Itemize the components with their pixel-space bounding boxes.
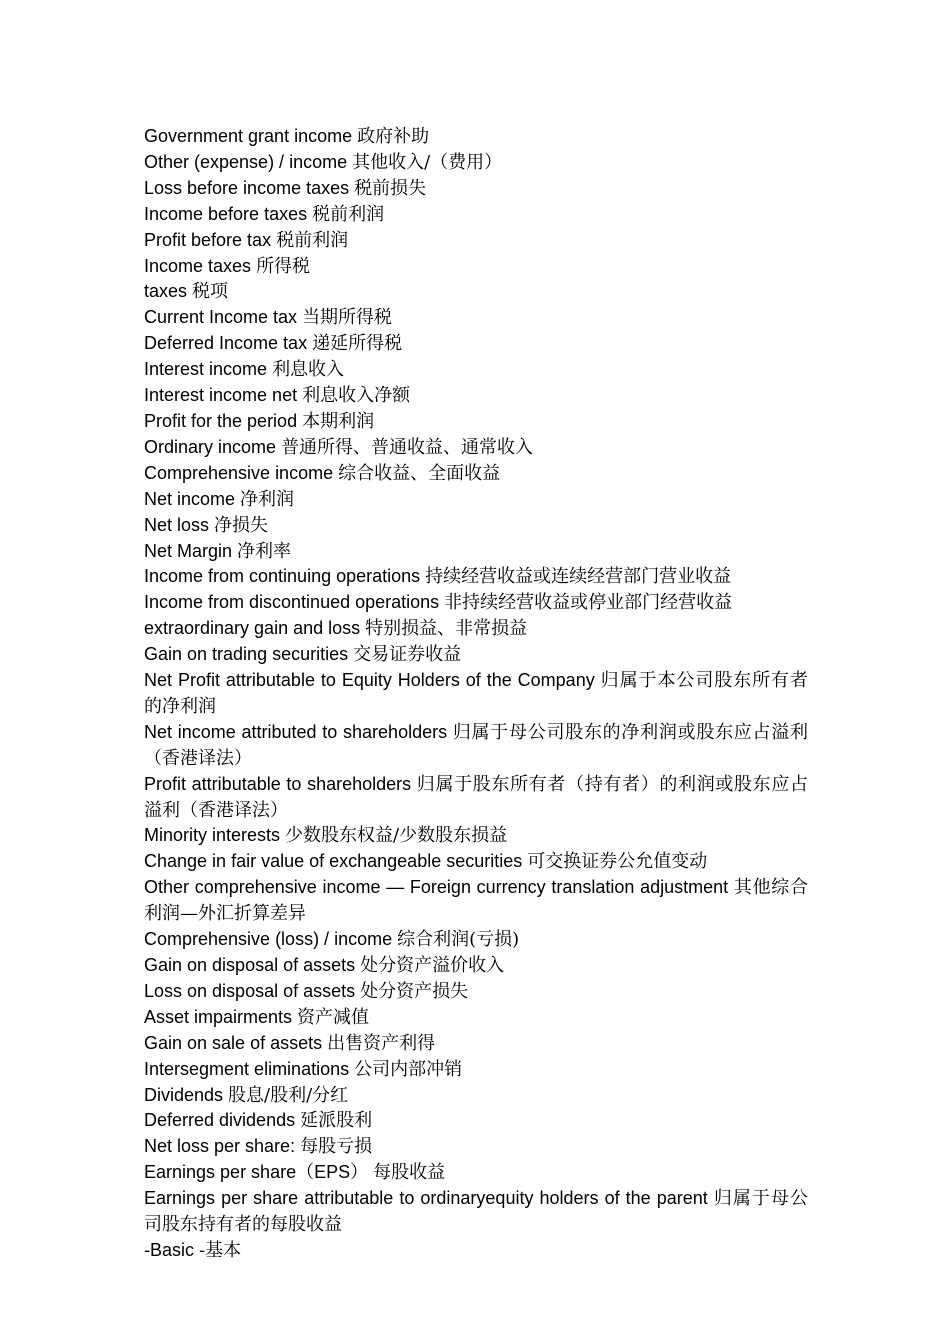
entry-english: Profit attributable to shareholders: [144, 773, 417, 794]
glossary-entry: [144, 1005, 808, 1031]
glossary-entry: [144, 668, 808, 720]
entry-english: Earnings per share attributable to ordinaryequity holders of the parent: [144, 1188, 714, 1209]
entry-chinese: 净利润: [240, 488, 295, 510]
entry-chinese: 公司内部冲销: [354, 1058, 463, 1080]
entry-chinese: 综合收益、全面收益: [338, 462, 501, 484]
entry-chinese: 税前利润: [312, 203, 385, 225]
entry-english: Profit before tax: [144, 229, 277, 250]
entry-chinese: 特别损益、非常损益: [365, 618, 528, 640]
glossary-entry: [144, 228, 808, 254]
entry-english: Earnings per share（EPS）: [144, 1162, 374, 1183]
entry-chinese: 政府补助: [357, 126, 430, 147]
glossary-entry: [144, 616, 808, 642]
entry-english: Income before taxes: [144, 203, 313, 224]
entry-english: Intersegment eliminations: [144, 1058, 355, 1079]
glossary-entry: [144, 927, 808, 953]
entry-english: extraordinary gain and loss: [144, 618, 366, 639]
entry-english: Dividends: [144, 1084, 229, 1105]
entry-chinese: 非持续经营收益或停业部门经营收益: [444, 592, 733, 614]
entry-english: Net loss: [144, 514, 215, 535]
entry-english: Gain on sale of assets: [144, 1032, 328, 1053]
entry-english: Profit for the period: [144, 410, 303, 431]
entry-english: Other (expense) / income: [144, 151, 353, 172]
entry-english: Other comprehensive income — Foreign currency translation adjustment: [144, 877, 734, 898]
glossary-entry: [144, 409, 808, 435]
entry-chinese: 其他综合利润—外汇折算差异: [144, 877, 808, 925]
glossary-entry: [144, 279, 808, 305]
entry-english: Minority interests: [144, 825, 286, 846]
glossary-entry: [144, 305, 808, 331]
entry-english: Government grant income: [144, 126, 358, 146]
entry-chinese: 归属于母公司股东持有者的每股收益: [144, 1188, 808, 1236]
entry-chinese: 净利率: [237, 540, 292, 562]
entry-chinese: 税项: [192, 281, 229, 303]
entry-chinese: 净损失: [214, 514, 269, 536]
entry-english: Asset impairments: [144, 1006, 298, 1027]
glossary-entry: [144, 176, 808, 202]
glossary-entry: [144, 461, 808, 487]
entry-chinese: 可交换证券公允值变动: [527, 851, 708, 873]
entry-english: Income from continuing operations: [144, 566, 426, 587]
glossary-entry: [144, 1108, 808, 1134]
glossary-entry: [144, 1057, 808, 1083]
entry-chinese: 递延所得税: [312, 333, 403, 355]
entry-english: Interest income: [144, 359, 273, 380]
entry-chinese: 其他收入/（费用）: [352, 151, 503, 173]
glossary-entry: [144, 642, 808, 668]
glossary-entry: [144, 979, 808, 1005]
glossary-entry: [144, 383, 808, 409]
glossary-entry: [144, 1134, 808, 1160]
entry-english: Comprehensive (loss) / income: [144, 929, 398, 950]
entry-english: Income from discontinued operations: [144, 592, 445, 613]
glossary-entry: [144, 487, 808, 513]
entry-english: Net income attributed to shareholders: [144, 721, 453, 742]
glossary-entry: [144, 254, 808, 280]
entry-english: Deferred dividends: [144, 1110, 301, 1131]
entry-english: Ordinary income: [144, 436, 282, 457]
entry-chinese: 出售资产利得: [327, 1032, 436, 1054]
entry-chinese: 本期利润: [302, 410, 375, 432]
glossary-entry: [144, 435, 808, 461]
entry-chinese: 股息/股利/分红: [228, 1084, 349, 1106]
entry-chinese: 综合利润(亏损): [397, 929, 520, 951]
entry-english: Net Margin: [144, 540, 238, 561]
glossary-entry: [144, 202, 808, 228]
entry-chinese: 延派股利: [300, 1110, 373, 1132]
glossary-entry: [144, 150, 808, 176]
entry-english: Current Income tax: [144, 307, 303, 328]
entry-chinese: 每股亏损: [300, 1136, 373, 1158]
entry-chinese: 普通所得、普通收益、通常收入: [281, 436, 534, 458]
entry-chinese: 归属于本公司股东所有者的净利润: [144, 670, 808, 717]
entry-english: Net income: [144, 488, 241, 509]
entry-chinese: 每股收益: [373, 1162, 446, 1184]
entry-chinese: 交易证券收益: [353, 644, 462, 666]
entry-chinese: 利息收入净额: [302, 385, 411, 407]
glossary-entry: [144, 513, 808, 539]
entry-english: Loss on disposal of assets: [144, 980, 361, 1001]
entry-english: Gain on trading securities: [144, 644, 354, 665]
glossary-entry: [144, 875, 808, 927]
entry-english: Comprehensive income: [144, 462, 339, 483]
glossary-entry: [144, 539, 808, 565]
entry-chinese: 资产减值: [297, 1006, 370, 1028]
entry-chinese: 归属于股东所有者（持有者）的利润或股东应占溢利（香港译法）: [144, 773, 808, 821]
entry-english: Net Profit attributable to Equity Holders of the Company: [144, 670, 601, 691]
entry-english: Change in fair value of exchangeable securities: [144, 851, 528, 872]
entry-english: Deferred Income tax: [144, 333, 313, 354]
glossary-entry: [144, 590, 808, 616]
glossary-entry: [144, 772, 808, 824]
glossary-entry: [144, 849, 808, 875]
entry-chinese: 持续经营收益或连续经营部门营业收益: [425, 566, 732, 588]
entry-english: taxes: [144, 281, 193, 302]
entry-english: Net loss per share:: [144, 1136, 301, 1157]
glossary-entry: [144, 1160, 808, 1186]
glossary-entry: [144, 1031, 808, 1057]
entry-english: Income taxes: [144, 255, 257, 276]
glossary-entry: [144, 823, 808, 849]
glossary-entry: [144, 720, 808, 772]
entry-chinese: 少数股东权益/少数股东损益: [285, 825, 508, 847]
entry-english: Loss before income taxes: [144, 177, 355, 198]
entry-chinese: 所得税: [256, 255, 311, 277]
glossary-entry: [144, 331, 808, 357]
glossary-entry: [144, 124, 808, 150]
glossary-document: [144, 124, 808, 1264]
entry-chinese: 处分资产溢价收入: [360, 955, 505, 976]
entry-english: Interest income net: [144, 385, 303, 406]
entry-chinese: 归属于母公司股东的净利润或股东应占溢利（香港译法）: [144, 721, 808, 769]
entry-chinese: 利息收入: [272, 359, 345, 381]
entry-chinese: 处分资产损失: [360, 980, 469, 1002]
glossary-entry: [144, 357, 808, 383]
entry-chinese: 税前损失: [354, 177, 427, 199]
entry-chinese: 税前利润: [276, 229, 349, 251]
glossary-entry: [144, 1238, 808, 1264]
entry-chinese: 当期所得税: [302, 307, 393, 329]
glossary-entry: [144, 953, 808, 979]
glossary-entry: [144, 1186, 808, 1238]
glossary-entry: [144, 564, 808, 590]
entry-english: -Basic: [144, 1239, 200, 1260]
glossary-entry: [144, 1083, 808, 1109]
entry-english: Gain on disposal of assets: [144, 955, 361, 975]
entry-chinese: -基本: [199, 1239, 242, 1261]
